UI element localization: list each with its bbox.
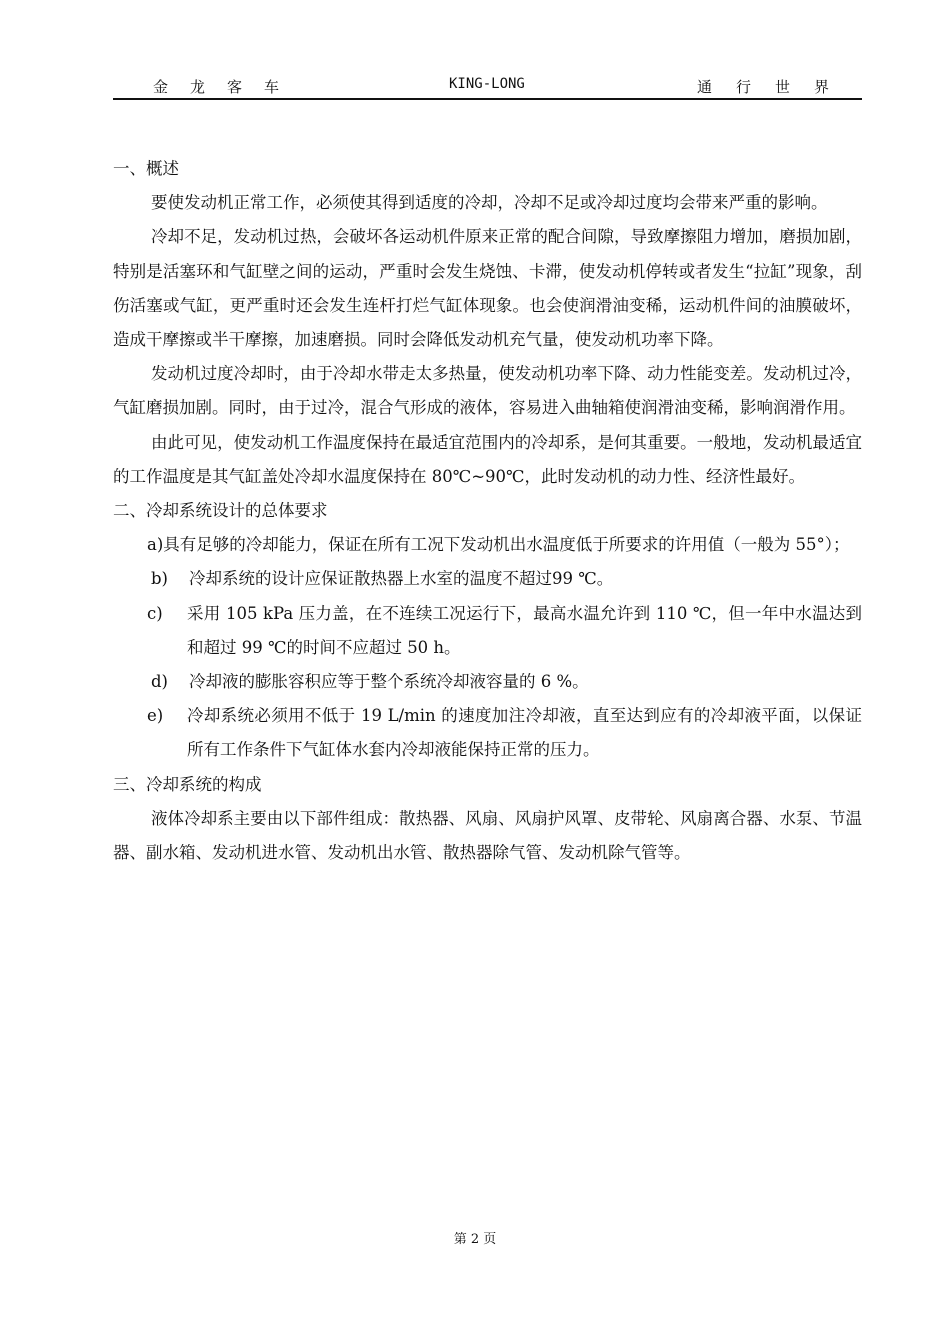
section-2-heading: 二、冷却系统设计的总体要求: [113, 501, 328, 521]
page-header: [113, 74, 862, 100]
header-brand: KING-LONG: [449, 76, 525, 92]
section-3-heading: 三、冷却系统的构成: [113, 774, 262, 794]
header-company-cn: 金龙客车: [153, 78, 302, 96]
requirement-c-text: 采用 105 kPa 压力盖，在不连续工况运行下，最高水温允许到 110 ℃，但一年中水温达到和超过 99 ℃的时间不应超过 50 h。: [187, 603, 862, 657]
requirement-d-text: 冷却液的膨胀容积应等于整个系统冷却液容量的 6 %。: [189, 672, 589, 692]
requirement-d: [113, 665, 862, 699]
requirement-c: [113, 597, 862, 665]
document-body: [113, 152, 862, 870]
requirement-c-label: c): [147, 603, 163, 623]
requirement-b-text: 冷却系统的设计应保证散热器上水室的温度不超过99 ℃。: [189, 569, 614, 589]
section-1-paragraph-1: 要使发动机正常工作，必须使其得到适度的冷却，冷却不足或冷却过度均会带来严重的影响。: [151, 193, 828, 213]
section-1-paragraph-4: 由此可见，使发动机工作温度保持在最适宜范围内的冷却系，是何其重要。一般地，发动机最适宜的工作温度是其气缸盖处冷却水温度保持在 80℃~90℃，此时发动机的动力性、经济性最好。: [113, 432, 862, 486]
section-1-paragraph-3: 发动机过度冷却时，由于冷却水带走太多热量，使发动机功率下降、动力性能变差。发动机过冷，气缸磨损加剧。同时，由于过冷，混合气形成的液体，容易进入曲轴箱使润滑油变稀，影响润滑作用。: [113, 364, 862, 418]
section-3-paragraph-1: 液体冷却系主要由以下部件组成：散热器、风扇、风扇护风罩、皮带轮、风扇离合器、水泵、节温器、副水箱、发动机进水管、发动机出水管、散热器除气管、发动机除气管等。: [113, 808, 862, 863]
requirement-b-label: b): [151, 569, 168, 589]
requirement-b: [113, 562, 862, 596]
page-number: 第 2 页: [453, 1232, 497, 1247]
requirement-d-label: d): [151, 672, 168, 692]
section-1-paragraph-2: 冷却不足，发动机过热，会破坏各运动机件原来正常的配合间隙，导致摩擦阻力增加，磨损加剧，特别是活塞环和气缸壁之间的运动，严重时会发生烧蚀、卡滞，使发动机停转或者发生“拉缸”现象，刮伤活塞或气缸，更严重时还会发生连杆打烂气缸体现象。也会使润滑油变稀，运动机件间的油膜破坏，造成干摩擦或半干摩擦，加速磨损。同时会降低发动机充气量，使发动机功率下降。: [113, 227, 862, 350]
requirement-a: a)具有足够的冷却能力，保证在所有工况下发动机出水温度低于所要求的许用值（一般为 55°）；: [147, 535, 850, 555]
requirement-e-text: 冷却系统必须用不低于 19 L/min 的速度加注冷却液，直至达到应有的冷却液平面，以保证所有工作条件下气缸体水套内冷却液能保持正常的压力。: [187, 706, 862, 760]
requirement-e: [113, 699, 862, 767]
header-slogan: 通行世界: [697, 78, 854, 96]
section-1-heading: 一、概述: [113, 159, 179, 178]
requirement-e-label: e): [147, 706, 164, 726]
